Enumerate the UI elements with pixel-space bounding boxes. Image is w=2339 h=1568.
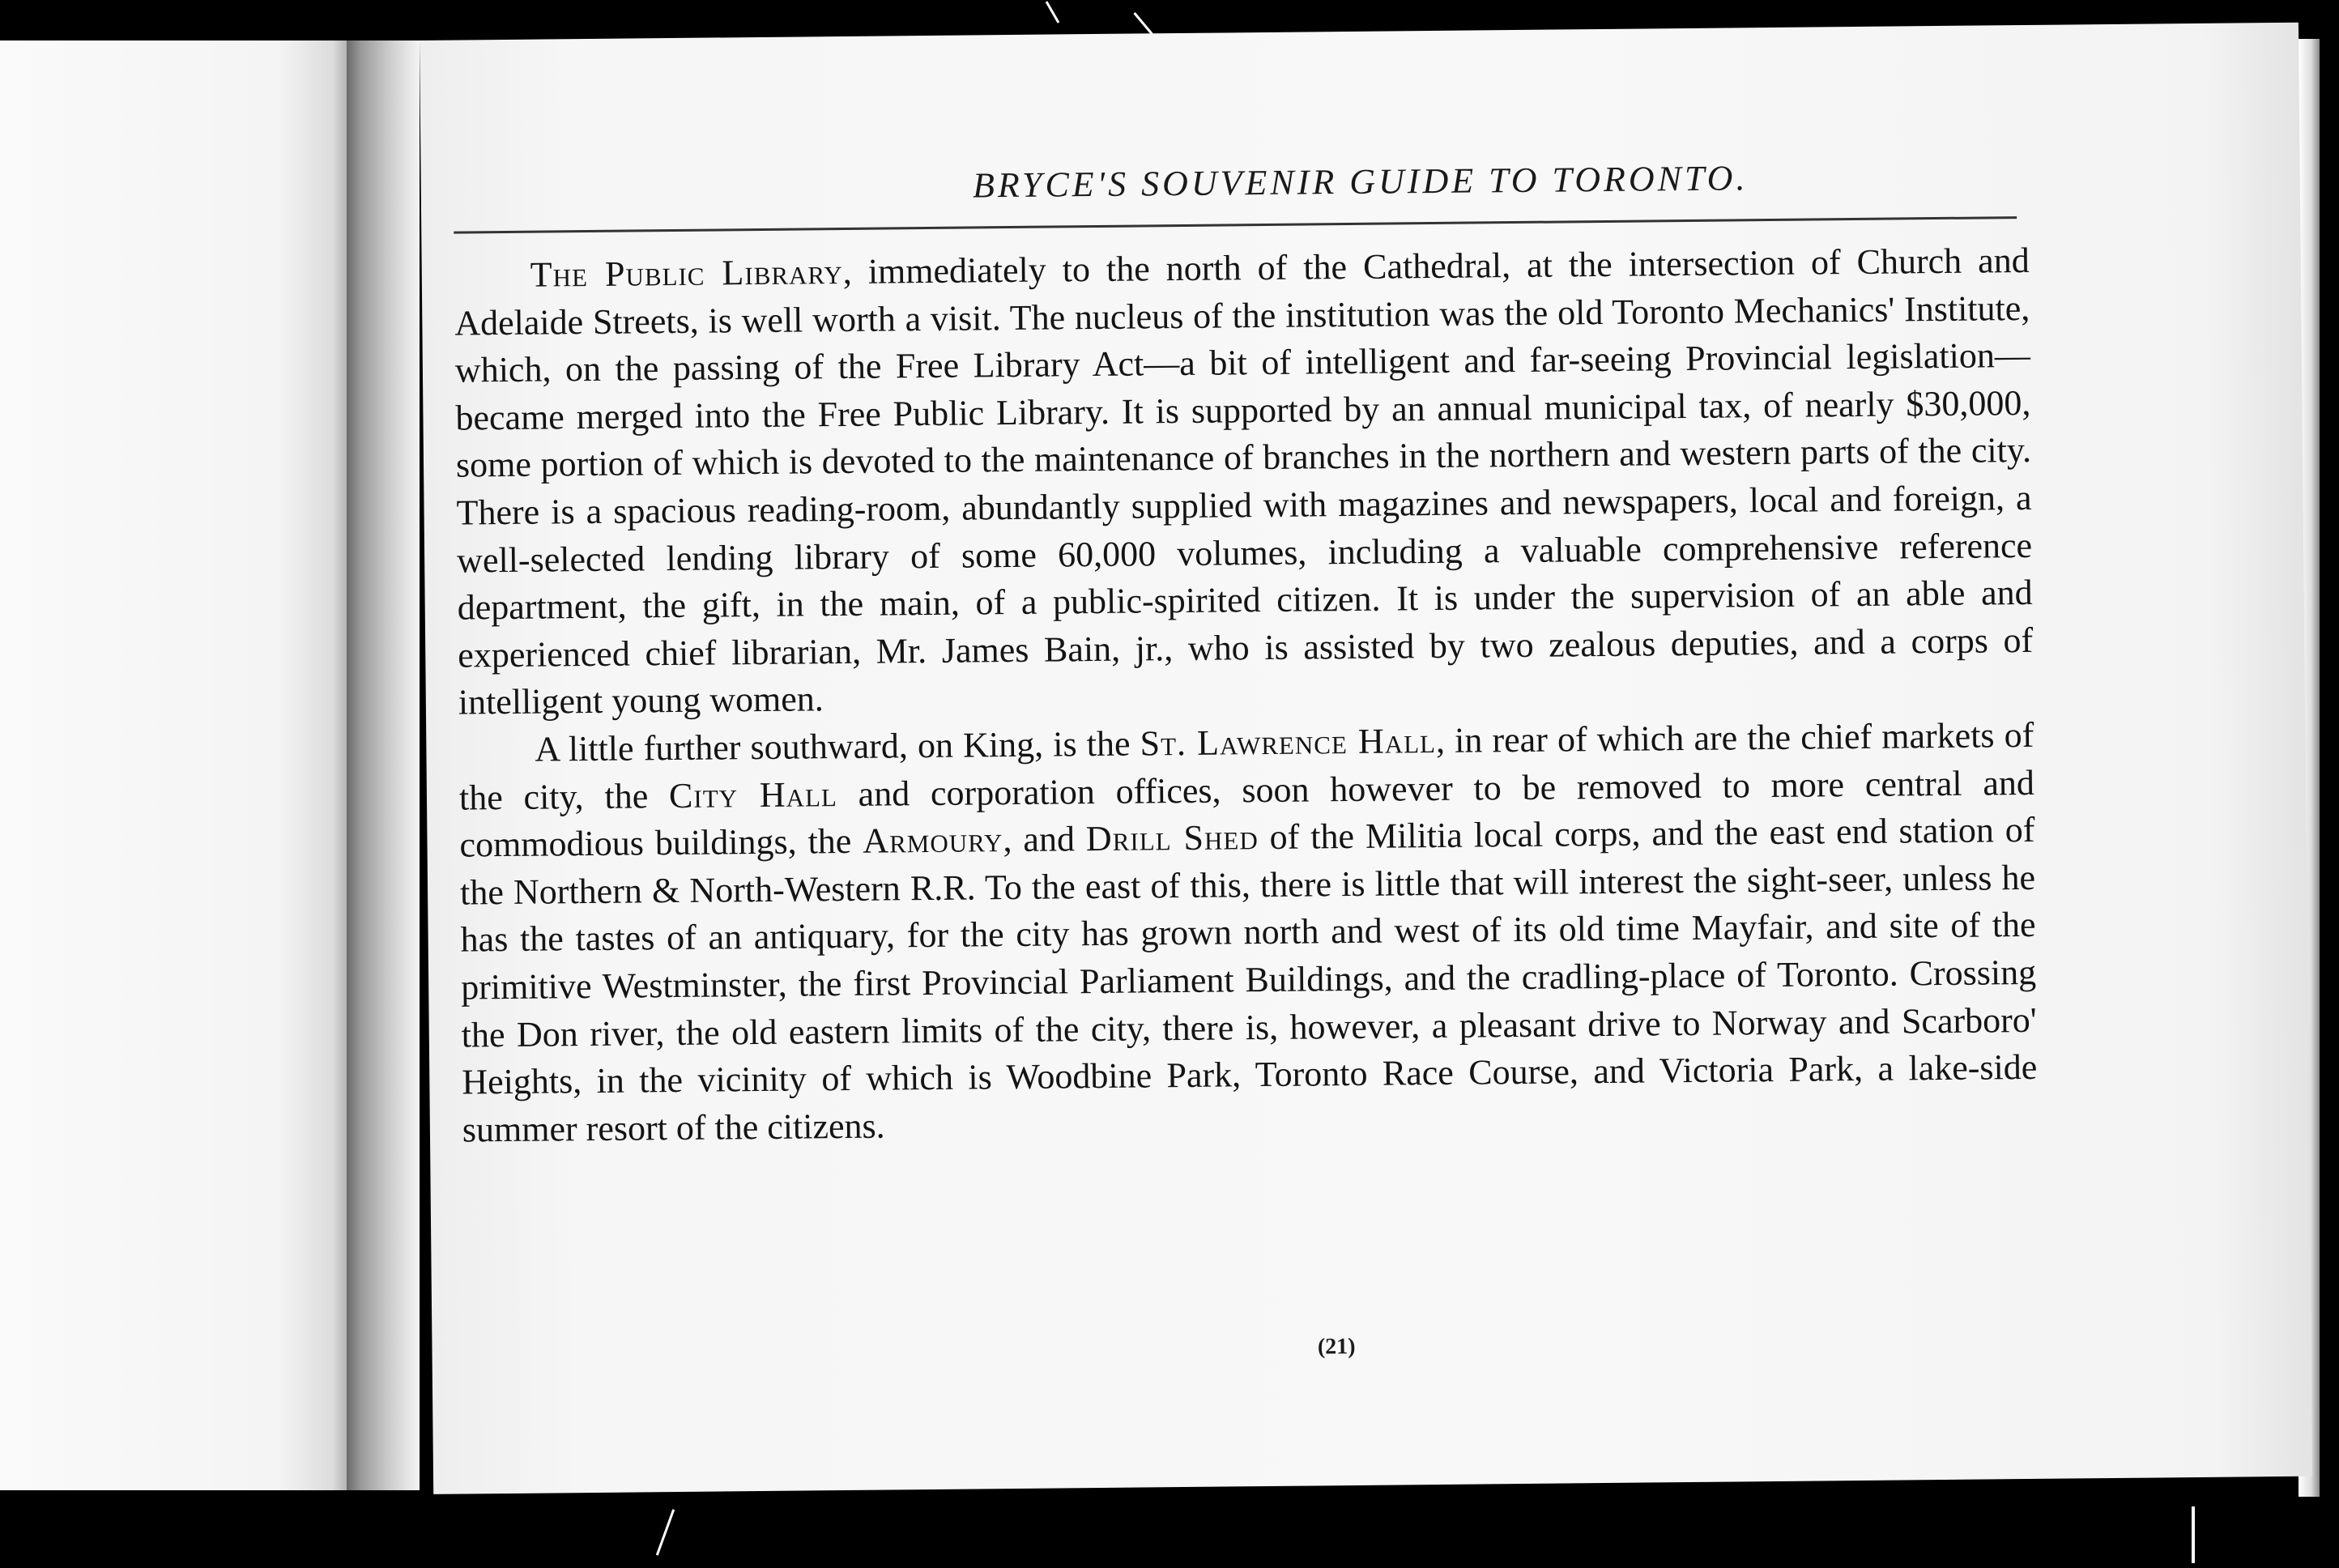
paragraph-public-library (454, 237, 2034, 727)
paragraph-text-segment: The Public Library (530, 251, 844, 295)
paragraph-text-segment: and corporation offices, soon however to be removed to more central and commodious buildings, the (459, 762, 2035, 865)
paragraph-text-segment: , in rear of which are the chief markets of the city, the (458, 714, 2034, 818)
paragraph-text-segment: of the Militia local corps, and the east end station of the Northern & North-Western R.R. To the east of this, there is little that will interest the sight-seer, unless he has the tastes of an antiquary, for the city has grown north and west of its old time Mayfair, and site of the primitive Westminster, the first Provincial Parliament Buildings, and the cradling-place of Toronto. Crossing the Don river, the old eastern limits of the city, there is, however, a pleasant drive to Norway and Scarboro' Heights, in the vicinity of which is Woodbine Park, Toronto Race Course, and Victoria Park, a lake-side summer resort of the citizens. (459, 810, 2038, 1150)
scan-speck (656, 1509, 675, 1555)
paragraph-text-segment: City Hall (668, 773, 838, 816)
paragraph-text-segment: Drill Shed (1085, 817, 1259, 859)
paragraph-text-segment: Armoury (863, 820, 1003, 861)
body-text (454, 237, 2039, 1154)
running-header: BRYCE'S SOUVENIR GUIDE TO TORONTO. (972, 158, 1749, 206)
header-rule (454, 216, 2017, 234)
scan-speck (2192, 1506, 2195, 1563)
paragraph-st-lawrence-hall (458, 712, 2038, 1154)
paragraph-text-segment: St. Lawrence Hall (1140, 720, 1437, 764)
paragraph-text-segment: A little further southward, on King, is the (535, 723, 1140, 769)
book-gutter-shadow (347, 40, 420, 1490)
left-blank-page (0, 40, 347, 1490)
page-number: (21) (1317, 1333, 1356, 1360)
paragraph-text-segment: , immediately to the north of the Cathedral, at the intersection of Church and Adelaide Streets, is well worth a visit. The nucleus of the institution was the old Toronto Mechanics' Institute, which, on the passing of the Free Library Act—a bit of intelligent and far-seeing Provincial legislation—became merged into the Free Public Library. It is supported by an annual municipal tax, of nearly $30,000, some portion of which is devoted to the maintenance of branches in the northern and western parts of the city. There is a spacious reading-room, abundantly supplied with magazines and newspapers, local and foreign, a well-selected lending library of some 60,000 volumes, including a valuable comprehensive reference department, the gift, in the main, of a public-spirited citizen. It is under the supervision of an able and experienced chief librarian, Mr. James Bain, jr., who is assisted by two zealous deputies, and a corps of intelligent young women. (454, 240, 2034, 722)
right-text-page (420, 23, 2312, 1494)
paragraph-text-segment: , and (1003, 819, 1087, 860)
scan-speck (1133, 12, 1152, 35)
scan-speck (1046, 1, 1060, 23)
